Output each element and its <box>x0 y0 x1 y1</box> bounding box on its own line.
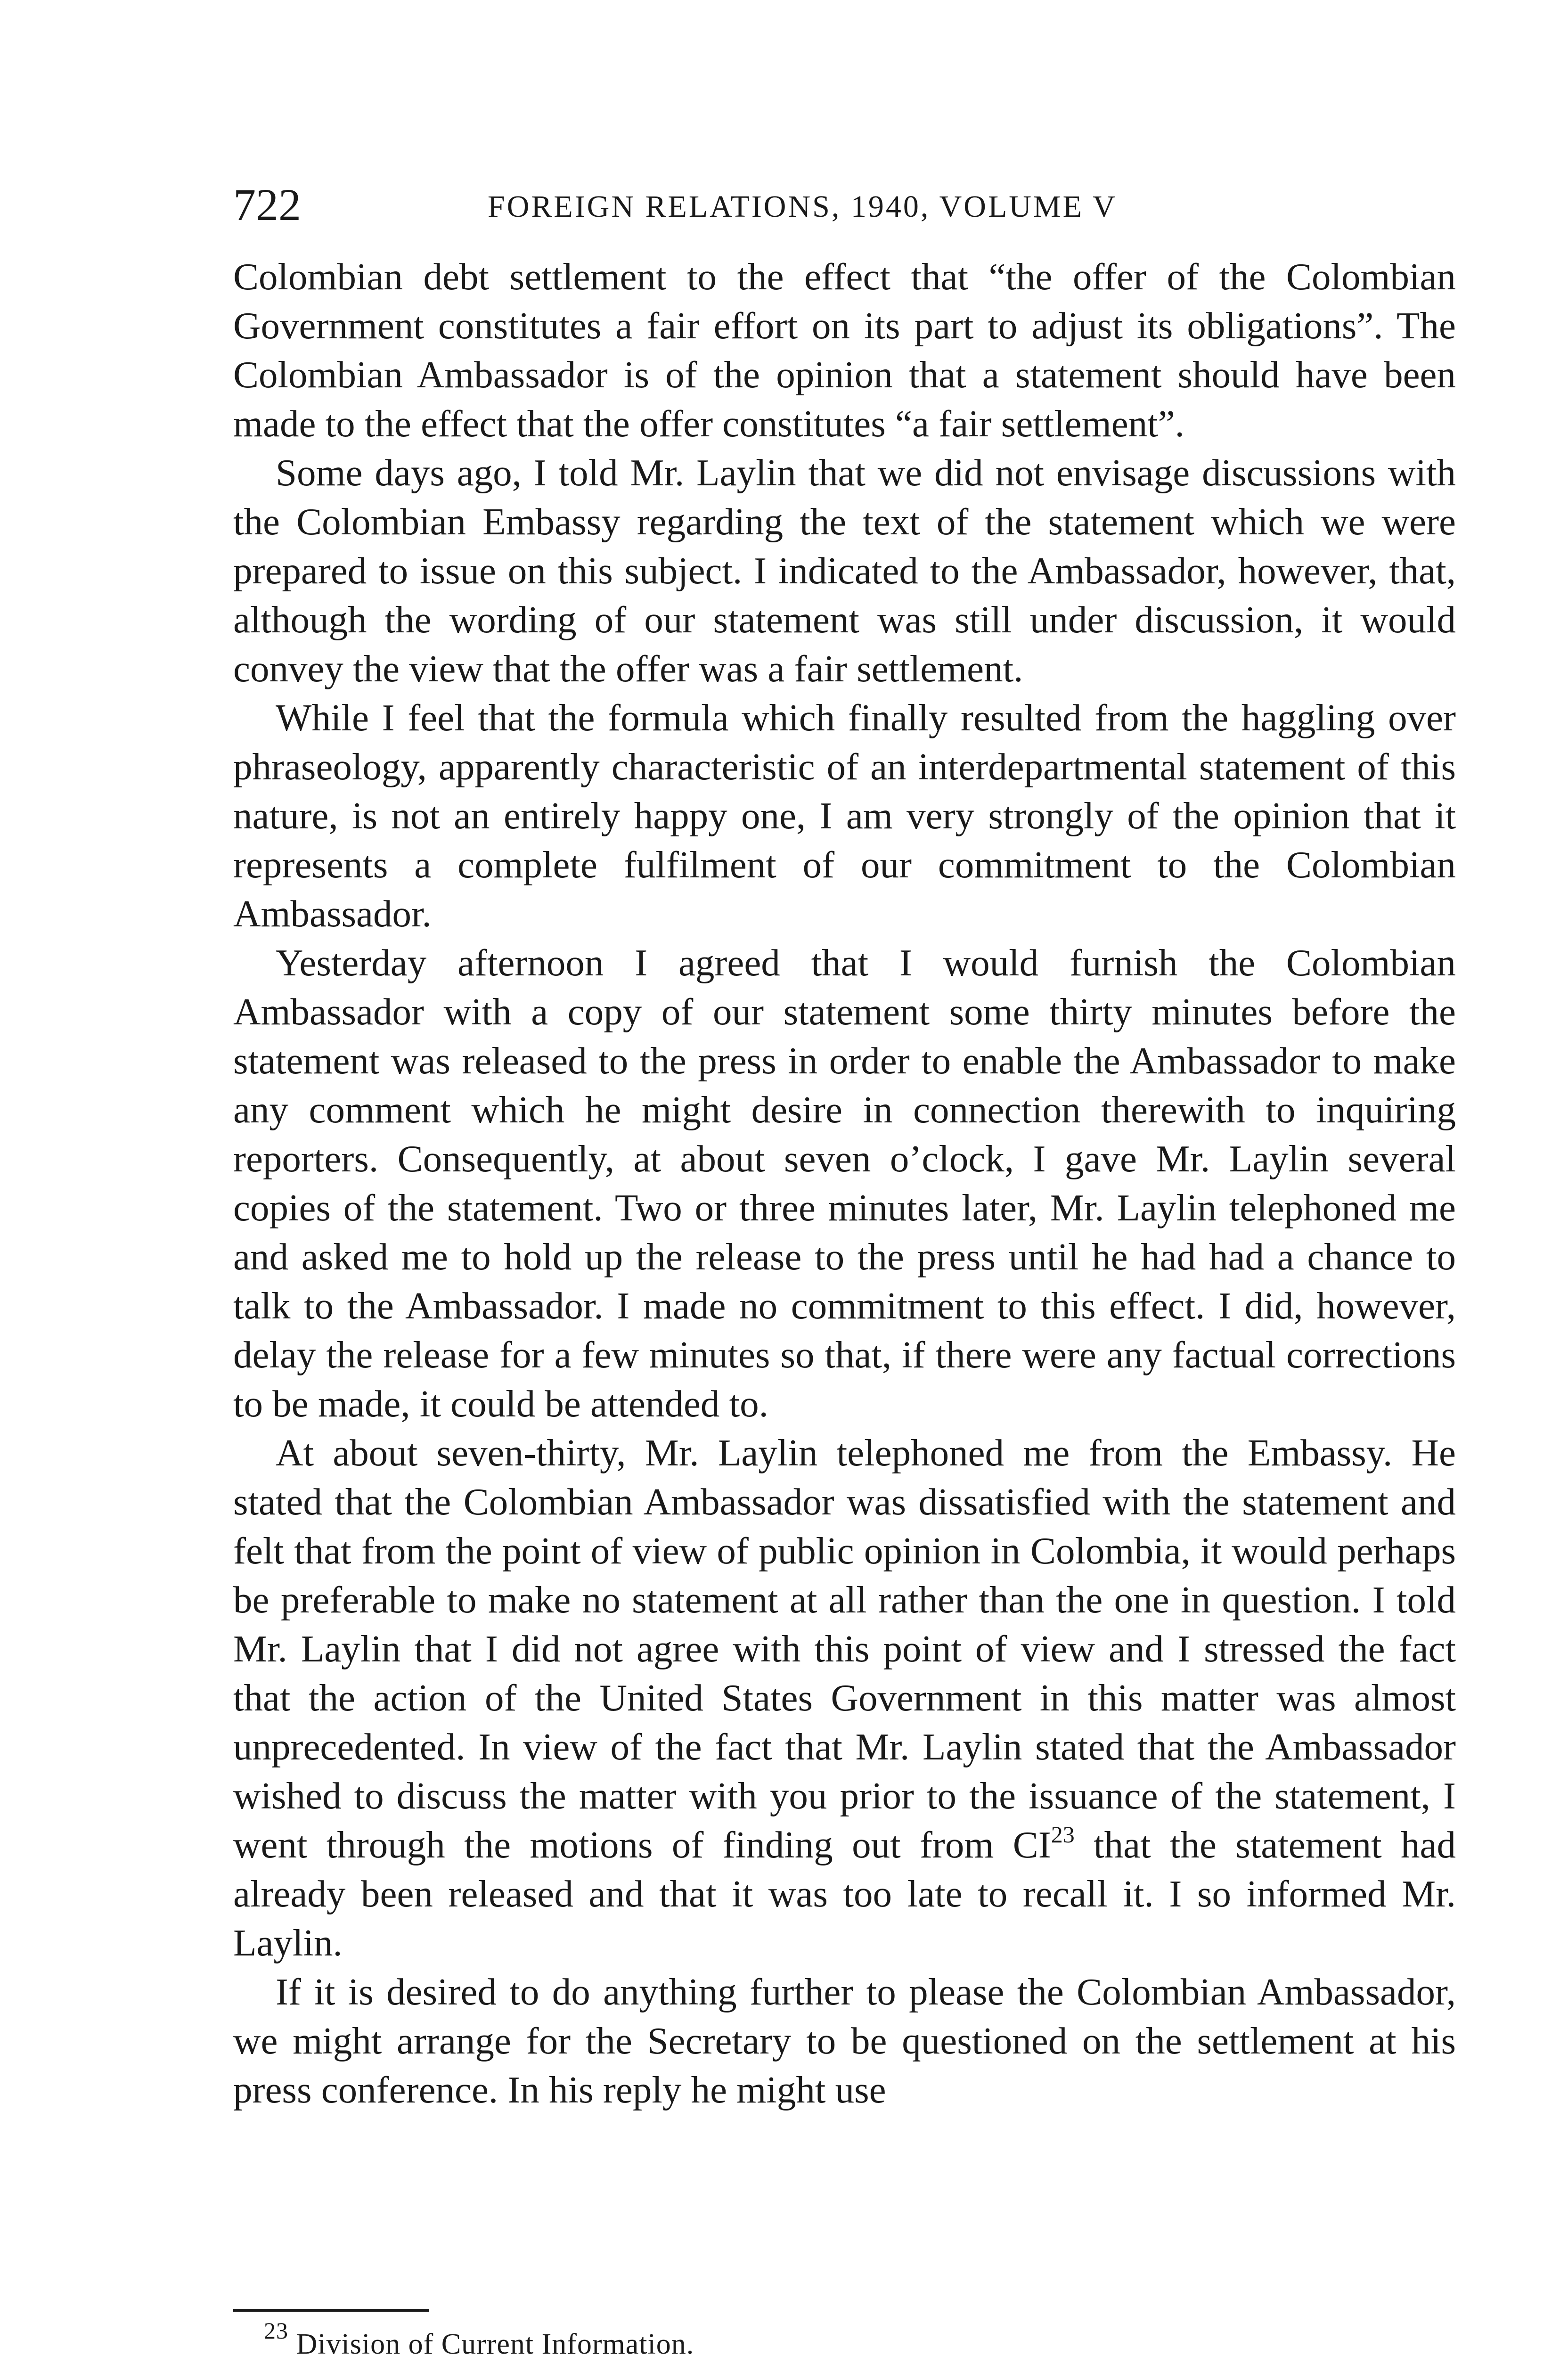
page-number: 722 <box>233 180 301 230</box>
footnote-marker: 23 <box>264 2317 288 2344</box>
paragraph: Some days ago, I told Mr. Laylin that we did not envisage discussions with the Colombian Embassy regarding the text of the statement which we were prepared to issue on this subject. I indicated to the Ambassador, however, that, although the wording of our statement was still under discussion, it would convey the view that the offer was a fair settlement. <box>233 451 1456 690</box>
paragraph <box>233 1428 1456 1967</box>
footnote <box>264 2317 694 2356</box>
running-head: FOREIGN RELATIONS, 1940, VOLUME V <box>488 189 1117 224</box>
footnote-reference: 23 <box>1051 1821 1075 1848</box>
paragraph: Colombian debt settlement to the effect that “the offer of the Colombian Government constitutes a fair effort on its part to adjust its obligations”. The Colombian Ambassador is of the opinion that a statement should have been made to the effect that the offer constitutes “a fair settlement”. <box>233 255 1456 445</box>
paragraph-text: that the statement had already been released and that it was too late to recall it. I so informed Mr. Laylin. <box>233 1824 1456 1964</box>
body-text <box>233 252 1456 2114</box>
paragraph: While I feel that the formula which finally resulted from the haggling over phraseology, apparently characteristic of an interdepartmental statement of this nature, is not an entirely happy one, I am very strongly of the opinion that it represents a complete fulfilment of our commitment to the Colombian Ambassador. <box>233 696 1456 935</box>
paragraph: Yesterday afternoon I agreed that I would furnish the Colombian Ambassador with a copy of our statement some thirty minutes before the statement was released to the press in order to enable the Ambassador to make any comment which he might desire in connection therewith to inquiring reporters. Consequently, at about seven o’clock, I gave Mr. Laylin several copies of the statement. Two or three minutes later, Mr. Laylin telephoned me and asked me to hold up the release to the press until he had had a chance to talk to the Ambassador. I made no commitment to this effect. I did, however, delay the release for a few minutes so that, if there were any factual corrections to be made, it could be attended to. <box>233 941 1456 1425</box>
paragraph-text: At about seven-thirty, Mr. Laylin telephoned me from the Embassy. He stated that the Colombian Ambassador was dissatisfied with the statement and felt that from the point of view of public opinion in Colombia, it would perhaps be preferable to make no statement at all rather than the one in question. I told Mr. Laylin that I did not agree with this point of view and I stressed the fact that the action of the United States Government in this matter was almost unprecedented. In view of the fact that Mr. Laylin stated that the Ambassador wished to discuss the matter with you prior to the issuance of the statement, I went through the motions of finding out from CI <box>233 1432 1456 1866</box>
page-header <box>233 174 1458 236</box>
footnote-divider <box>233 2309 429 2312</box>
footnote-text: Division of Current Information. <box>288 2328 694 2356</box>
paragraph: If it is desired to do anything further to please the Colombian Ambassador, we might arrange for the Secretary to be questioned on the settlement at his press conference. In his reply he might use <box>233 1971 1456 2111</box>
